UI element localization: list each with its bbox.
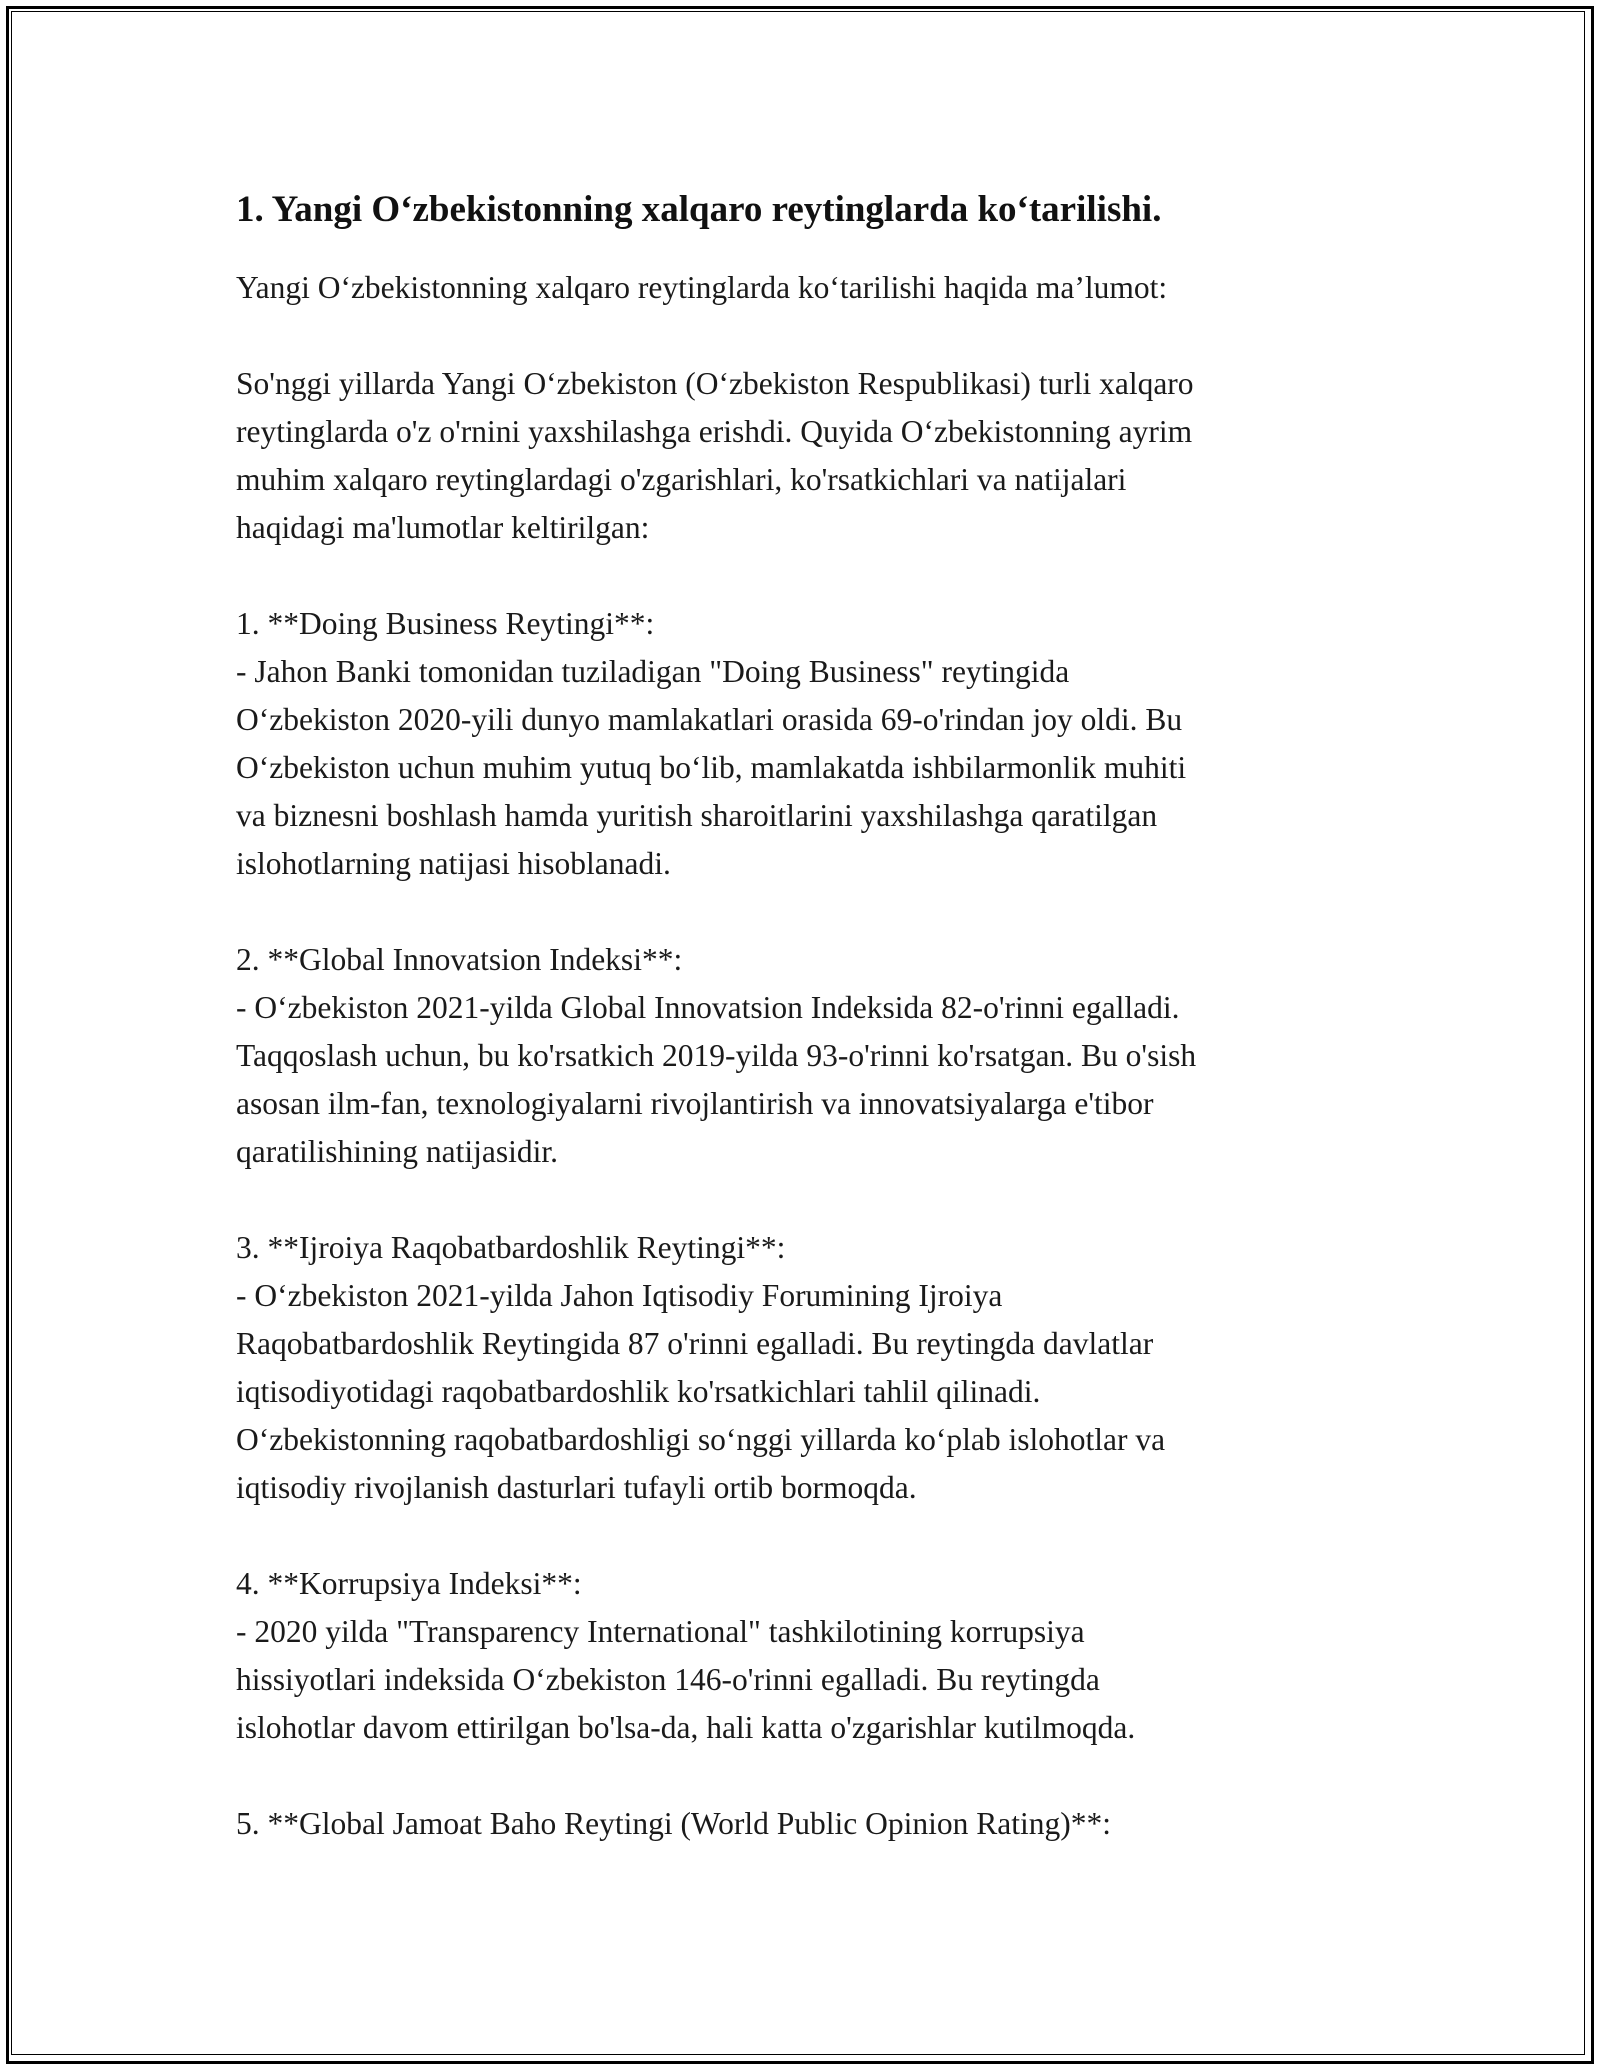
section-heading: 5. **Global Jamoat Baho Reytingi (World Public Opinion Rating)**: [236,1806,1112,1841]
section-heading: 3. **Ijroiya Raqobatbardoshlik Reytingi**: [236,1230,786,1265]
section-heading: 2. **Global Innovatsion Indeksi**: [236,942,683,977]
section-public-opinion-rating [236,1800,1366,1848]
section-body: - O‘zbekiston 2021-yilda Global Innovatsion Indeksida 82-o'rinni egalladi. Taqqoslash uchun, bu ko'rsatkich 2019-yilda 93-o'rinni ko'rsatgan. Bu o'sish asosan ilm-fan, texnologiyalarni rivojlantirish va innovatsiyalarga e'tibor qaratilishining natijasidir. [236,990,1197,1169]
section-doing-business [236,600,1366,888]
section-competitiveness-rating [236,1224,1366,1512]
document-title: 1. Yangi O‘zbekistonning xalqaro reytinglarda ko‘tarilishi. [236,189,1162,230]
section-global-innovation-index [236,936,1366,1176]
spacer [236,1752,1366,1800]
spacer [236,312,1366,360]
document-content [236,186,1366,1848]
summary-paragraph: So'nggi yillarda Yangi O‘zbekiston (O‘zbekiston Respublikasi) turli xalqaro reytinglarda o'z o'rnini yaxshilashga erishdi. Quyida O‘zbekistonning ayrim muhim xalqaro reytinglardagi o'zgarishlari, ko'rsatkichlari va natijalari haqidagi ma'lumotlar keltirilgan: [236,366,1194,545]
intro-paragraph: Yangi O‘zbekistonning xalqaro reytinglarda ko‘tarilishi haqida ma’lumot: [236,270,1168,305]
section-corruption-index [236,1560,1366,1752]
spacer [236,1512,1366,1560]
section-body: - 2020 yilda "Transparency International" tashkilotining korrupsiya hissiyotlari indeksida O‘zbekiston 146-o'rinni egalladi. Bu reytingda islohotlar davom ettirilgan bo'lsa-da, hali katta o'zgarishlar kutilmoqda. [236,1614,1136,1745]
section-body: - Jahon Banki tomonidan tuziladigan "Doing Business" reytingida O‘zbekiston 2020-yili dunyo mamlakatlari orasida 69-o'rindan joy oldi. Bu O‘zbekiston uchun muhim yutuq bo‘lib, mamlakatda ishbilarmonlik muhiti va biznesni boshlash hamda yuritish sharoitlarini yaxshilashga qaratilgan islohotlarning natijasi hisoblanadi. [236,654,1187,881]
spacer [236,888,1366,936]
spacer [236,1176,1366,1224]
section-body: - O‘zbekiston 2021-yilda Jahon Iqtisodiy Forumining Ijroiya Raqobatbardoshlik Reytingida 87 o'rinni egalladi. Bu reytingda davlatlar iqtisodiyotidagi raqobatbardoshlik ko'rsatkichlari tahlil qilinadi. O‘zbekistonning raqobatbardoshligi so‘nggi yillarda ko‘plab islohotlar va iqtisodiy rivojlanish dasturlari tufayli ortib bormoqda. [236,1278,1166,1505]
spacer [236,552,1366,600]
section-heading: 4. **Korrupsiya Indeksi**: [236,1566,582,1601]
section-heading: 1. **Doing Business Reytingi**: [236,606,655,641]
